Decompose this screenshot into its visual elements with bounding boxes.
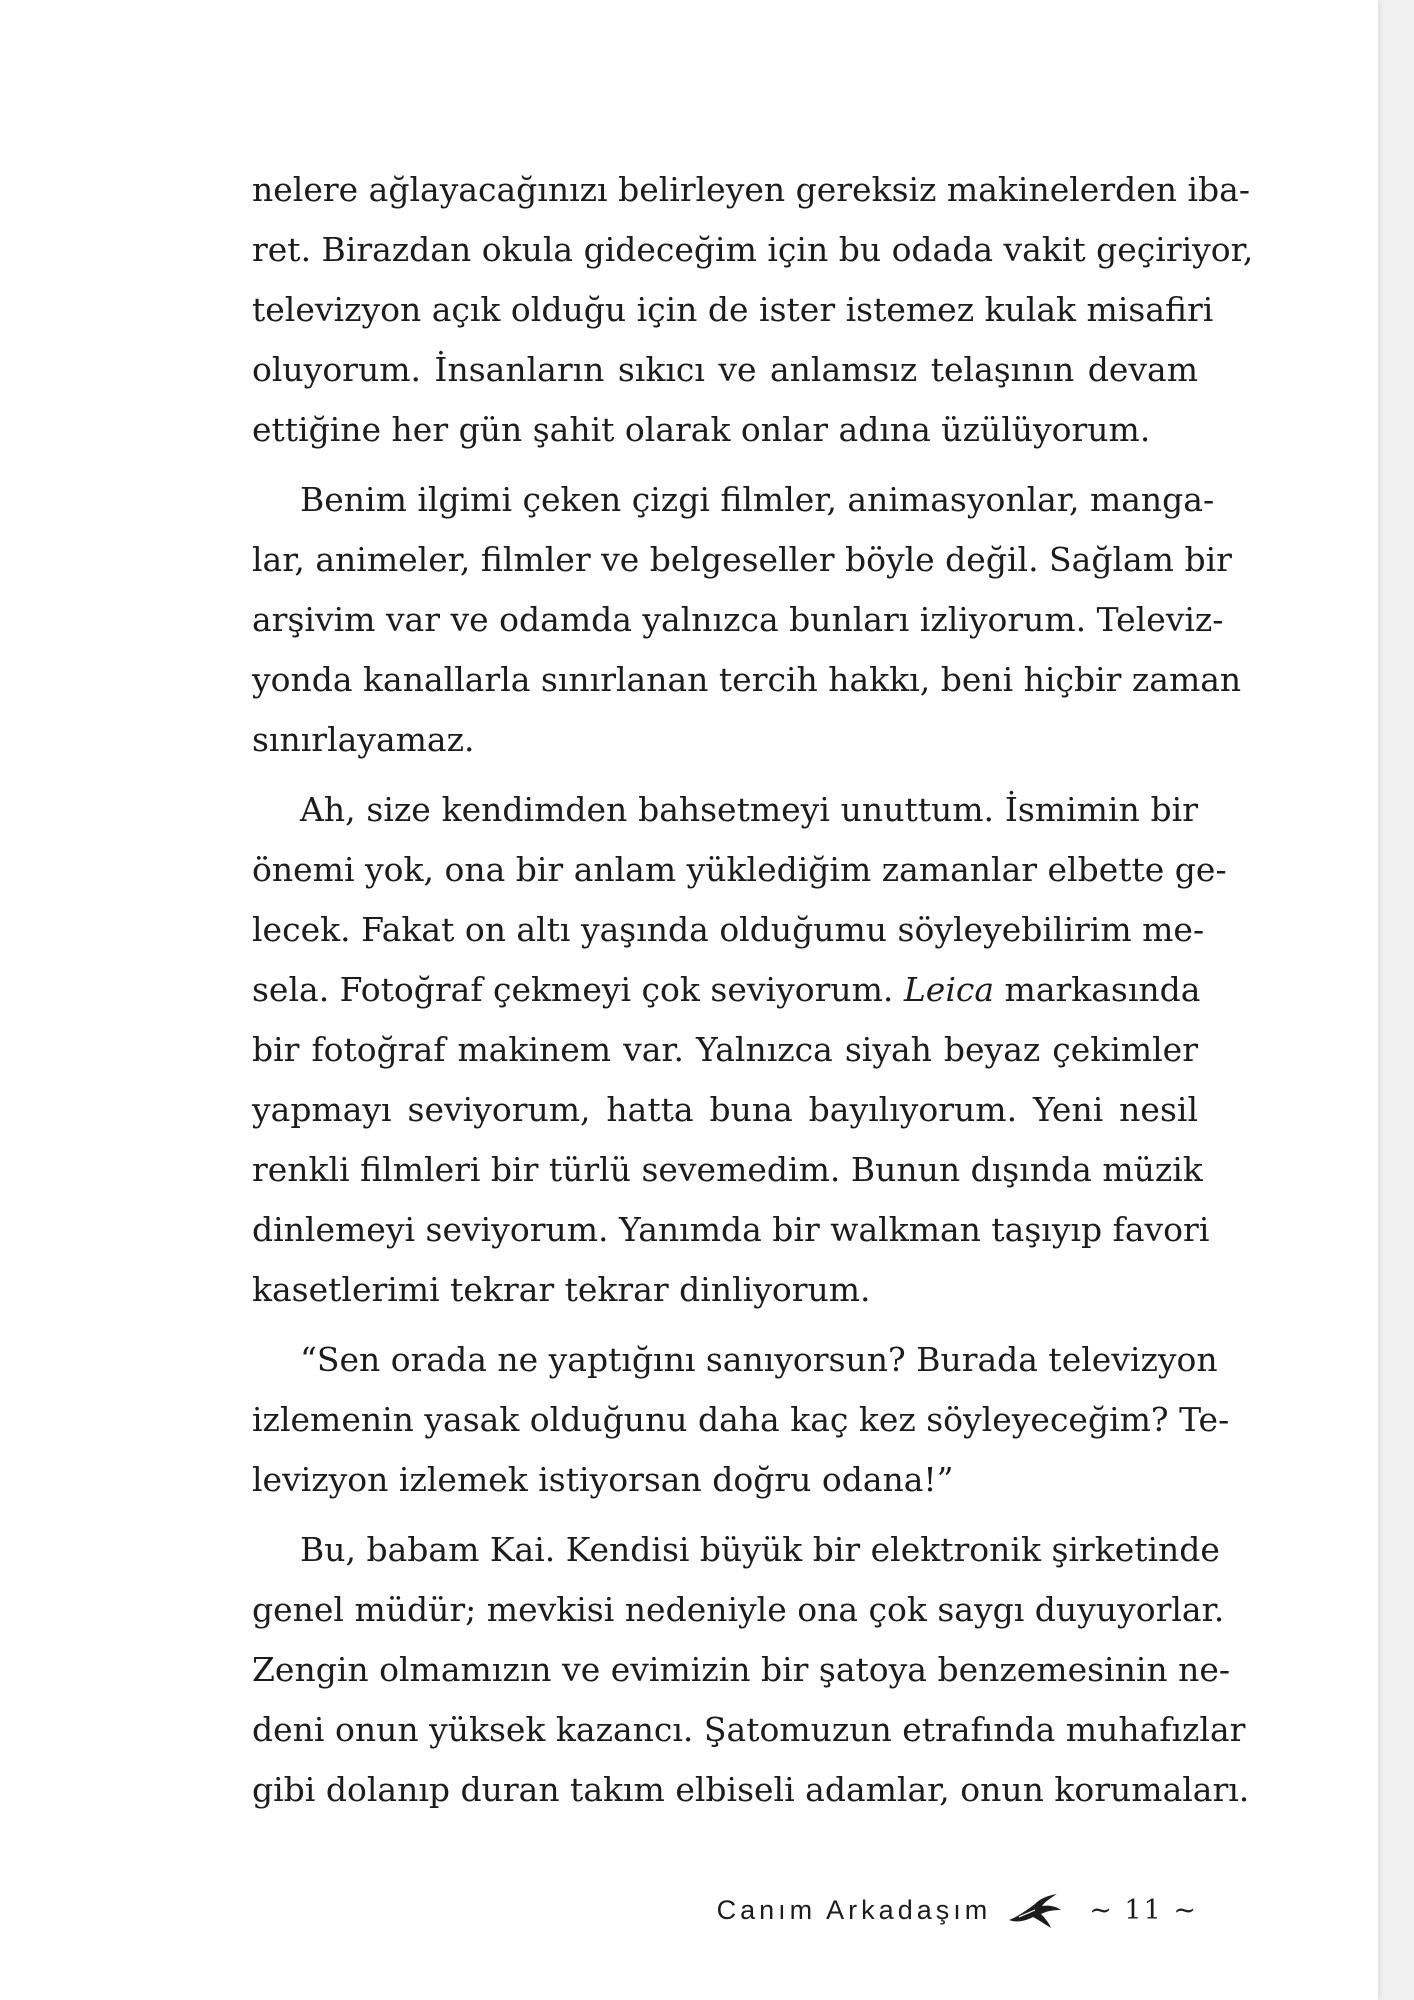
text-line: lecek. Fakat on altı yaşında olduğumu söyleyebilirim me- (252, 910, 1205, 949)
text-line: Zengin olmamızın ve evimizin bir şatoya benzemesinin ne- (252, 1650, 1231, 1689)
text-line: televizyon açık olduğu için de ister istemez kulak misafiri (252, 290, 1214, 329)
text-line: Benim ilgimi çeken çizgi filmler, animasyonlar, manga- (300, 480, 1215, 519)
text-line: ettiğine her gün şahit olarak onlar adına üzülüyorum. (252, 410, 1151, 449)
text-line: genel müdür; mevkisi nedeniyle ona çok saygı duyuyorlar. (252, 1590, 1225, 1629)
text-line: bir fotoğraf makinem var. Yalnızca siyah beyaz çekimler (252, 1030, 1198, 1069)
page-footer (252, 1885, 1198, 1935)
text-line: gibi dolanıp duran takım elbiseli adamlar, onun korumaları. (252, 1770, 1250, 1809)
text-line: deni onun yüksek kazancı. Şatomuzun etrafında muhafızlar (252, 1710, 1246, 1749)
text-line: kasetlerimi tekrar tekrar dinliyorum. (252, 1270, 871, 1309)
brand-name-italic: Leica (903, 970, 995, 1009)
text-line: dinlemeyi seviyorum. Yanımda bir walkman taşıyıp favori (252, 1210, 1210, 1249)
text-segment: markasında (994, 970, 1201, 1009)
body-text (252, 160, 1254, 1830)
swallow-bird-icon (1005, 1890, 1063, 1930)
text-line: yapmayı seviyorum, hatta buna bayılıyorum. Yeni nesil (252, 1090, 1198, 1129)
text-line-with-italic (252, 960, 1201, 1020)
text-line: “Sen orada ne yaptığını sanıyorsun? Burada televizyon (300, 1340, 1218, 1379)
text-line: ret. Birazdan okula gideceğim için bu odada vakit geçiriyor, (252, 230, 1254, 269)
paragraph-1 (252, 160, 1254, 460)
page-number: ~ 11 ~ (1089, 1894, 1198, 1926)
text-line: oluyorum. İnsanların sıkıcı ve anlamsız telaşının devam (252, 350, 1198, 389)
text-line: sınırlayamaz. (252, 720, 475, 759)
text-line: levizyon izlemek istiyorsan doğru odana!” (252, 1460, 954, 1499)
text-line: yonda kanallarla sınırlanan tercih hakkı, beni hiçbir zaman (252, 660, 1242, 699)
text-line: arşivim var ve odamda yalnızca bunları izliyorum. Televiz- (252, 600, 1224, 639)
text-line: izlemenin yasak olduğunu daha kaç kez söyleyeceğim? Te- (252, 1400, 1230, 1439)
paragraph-5 (252, 1520, 1250, 1820)
text-line: Bu, babam Kai. Kendisi büyük bir elektronik şirketinde (300, 1530, 1220, 1569)
paragraph-4 (252, 1330, 1230, 1510)
paragraph-2 (252, 470, 1242, 770)
paragraph-3 (252, 780, 1227, 1320)
text-line: Ah, size kendimden bahsetmeyi unuttum. İsmimin bir (300, 790, 1198, 829)
text-segment: sela. Fotoğraf çekmeyi çok seviyorum. (252, 970, 904, 1009)
running-title: Canım Arkadaşım (716, 1894, 992, 1925)
text-line: nelere ağlayacağınızı belirleyen gereksiz makinelerden iba- (252, 170, 1250, 209)
text-line: önemi yok, ona bir anlam yüklediğim zamanlar elbette ge- (252, 850, 1227, 889)
text-line: renkli filmleri bir türlü sevemedim. Bunun dışında müzik (252, 1150, 1203, 1189)
text-line: lar, animeler, filmler ve belgeseller böyle değil. Sağlam bir (252, 540, 1232, 579)
